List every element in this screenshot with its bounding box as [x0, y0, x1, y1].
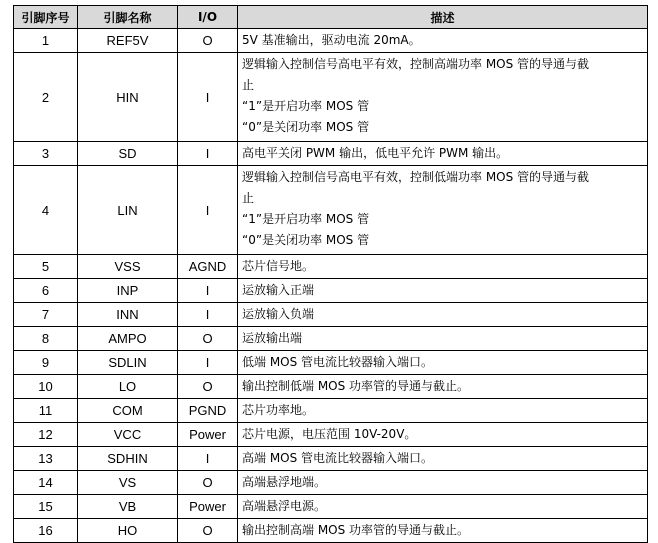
pin-io-cell: O — [178, 327, 238, 351]
header-io: I/O — [178, 6, 238, 29]
pin-description-cell — [238, 471, 648, 495]
pin-description-cell — [238, 495, 648, 519]
pin-name-cell: AMPO — [78, 327, 178, 351]
pin-io-cell: I — [178, 53, 238, 142]
table-row — [14, 495, 648, 519]
pin-name-cell: VSS — [78, 255, 178, 279]
pin-name-cell: INN — [78, 303, 178, 327]
pin-number-cell: 16 — [14, 519, 78, 543]
table-body — [14, 29, 648, 543]
pin-description-cell — [238, 399, 648, 423]
pin-description-cell — [238, 279, 648, 303]
table-header-row — [14, 6, 648, 29]
pin-name-cell: COM — [78, 399, 178, 423]
pin-number-cell: 7 — [14, 303, 78, 327]
table-row — [14, 375, 648, 399]
table-row — [14, 423, 648, 447]
description-line: 止 — [242, 78, 255, 92]
description-line: “0”是关闭功率 MOS 管 — [242, 120, 370, 134]
description-line: 止 — [242, 191, 255, 205]
pin-name-cell: VCC — [78, 423, 178, 447]
pin-number-cell: 15 — [14, 495, 78, 519]
header-description: 描述 — [238, 6, 648, 29]
pin-number-cell: 13 — [14, 447, 78, 471]
table-row — [14, 53, 648, 142]
header-pin-number: 引脚序号 — [14, 6, 78, 29]
pin-description-cell — [238, 447, 648, 471]
pin-number-cell: 4 — [14, 166, 78, 255]
description-line: 高端悬浮电源。 — [242, 499, 327, 513]
pin-number-cell: 14 — [14, 471, 78, 495]
pin-io-cell: O — [178, 375, 238, 399]
description-line: “0”是关闭功率 MOS 管 — [242, 233, 370, 247]
pin-description-cell — [238, 375, 648, 399]
pin-description-cell — [238, 423, 648, 447]
pin-io-cell: PGND — [178, 399, 238, 423]
description-line: 运放输出端 — [242, 331, 303, 345]
table-row — [14, 255, 648, 279]
pin-description-table — [13, 5, 648, 543]
pin-number-cell: 1 — [14, 29, 78, 53]
pin-number-cell: 8 — [14, 327, 78, 351]
description-line: 芯片电源，电压范围 10V-20V。 — [242, 427, 417, 441]
description-line: 芯片信号地。 — [242, 259, 315, 273]
pin-io-cell: I — [178, 166, 238, 255]
description-line: 输出控制低端 MOS 功率管的导通与截止。 — [242, 379, 470, 393]
description-line: 5V 基准输出，驱动电流 20mA。 — [242, 33, 421, 47]
pin-io-cell: I — [178, 351, 238, 375]
description-line: 输出控制高端 MOS 功率管的导通与截止。 — [242, 523, 470, 537]
table-row — [14, 519, 648, 543]
description-line: 芯片功率地。 — [242, 403, 315, 417]
table-row — [14, 29, 648, 53]
pin-description-cell — [238, 166, 648, 255]
table-row — [14, 447, 648, 471]
pin-io-cell: AGND — [178, 255, 238, 279]
pin-name-cell: HIN — [78, 53, 178, 142]
pin-number-cell: 11 — [14, 399, 78, 423]
table-row — [14, 303, 648, 327]
pin-name-cell: REF5V — [78, 29, 178, 53]
pin-number-cell: 5 — [14, 255, 78, 279]
table-row — [14, 327, 648, 351]
description-line: “1”是开启功率 MOS 管 — [242, 99, 370, 113]
pin-description-cell — [238, 142, 648, 166]
pin-number-cell: 2 — [14, 53, 78, 142]
table-row — [14, 142, 648, 166]
description-line: 高端 MOS 管电流比较器输入端口。 — [242, 451, 434, 465]
pin-number-cell: 9 — [14, 351, 78, 375]
pin-io-cell: O — [178, 471, 238, 495]
pin-description-cell — [238, 303, 648, 327]
pin-io-cell: I — [178, 142, 238, 166]
table-row — [14, 351, 648, 375]
pin-name-cell: LIN — [78, 166, 178, 255]
pin-description-cell — [238, 327, 648, 351]
pin-number-cell: 6 — [14, 279, 78, 303]
pin-name-cell: VB — [78, 495, 178, 519]
pin-description-cell — [238, 351, 648, 375]
description-line: 逻辑输入控制信号高电平有效，控制低端功率 MOS 管的导通与截 — [242, 170, 590, 184]
pin-description-cell — [238, 29, 648, 53]
pin-name-cell: SD — [78, 142, 178, 166]
pin-io-cell: I — [178, 447, 238, 471]
description-line: 运放输入负端 — [242, 307, 315, 321]
pin-name-cell: INP — [78, 279, 178, 303]
table-row — [14, 279, 648, 303]
description-line: 低端 MOS 管电流比较器输入端口。 — [242, 355, 434, 369]
pin-io-cell: I — [178, 279, 238, 303]
description-line: “1”是开启功率 MOS 管 — [242, 212, 370, 226]
pin-io-cell: O — [178, 519, 238, 543]
pin-io-cell: Power — [178, 495, 238, 519]
description-line: 高端悬浮地端。 — [242, 475, 327, 489]
pin-description-cell — [238, 53, 648, 142]
pin-number-cell: 3 — [14, 142, 78, 166]
pin-name-cell: SDHIN — [78, 447, 178, 471]
pin-description-cell — [238, 519, 648, 543]
header-pin-name: 引脚名称 — [78, 6, 178, 29]
description-line: 逻辑输入控制信号高电平有效，控制高端功率 MOS 管的导通与截 — [242, 57, 590, 71]
table-row — [14, 166, 648, 255]
pin-name-cell: HO — [78, 519, 178, 543]
pin-io-cell: O — [178, 29, 238, 53]
pin-number-cell: 10 — [14, 375, 78, 399]
table-row — [14, 399, 648, 423]
pin-description-cell — [238, 255, 648, 279]
pin-io-cell: Power — [178, 423, 238, 447]
pin-io-cell: I — [178, 303, 238, 327]
description-line: 运放输入正端 — [242, 283, 315, 297]
description-line: 高电平关闭 PWM 输出，低电平允许 PWM 输出。 — [242, 146, 509, 160]
pin-number-cell: 12 — [14, 423, 78, 447]
pin-name-cell: LO — [78, 375, 178, 399]
table-row — [14, 471, 648, 495]
pin-name-cell: SDLIN — [78, 351, 178, 375]
pin-name-cell: VS — [78, 471, 178, 495]
